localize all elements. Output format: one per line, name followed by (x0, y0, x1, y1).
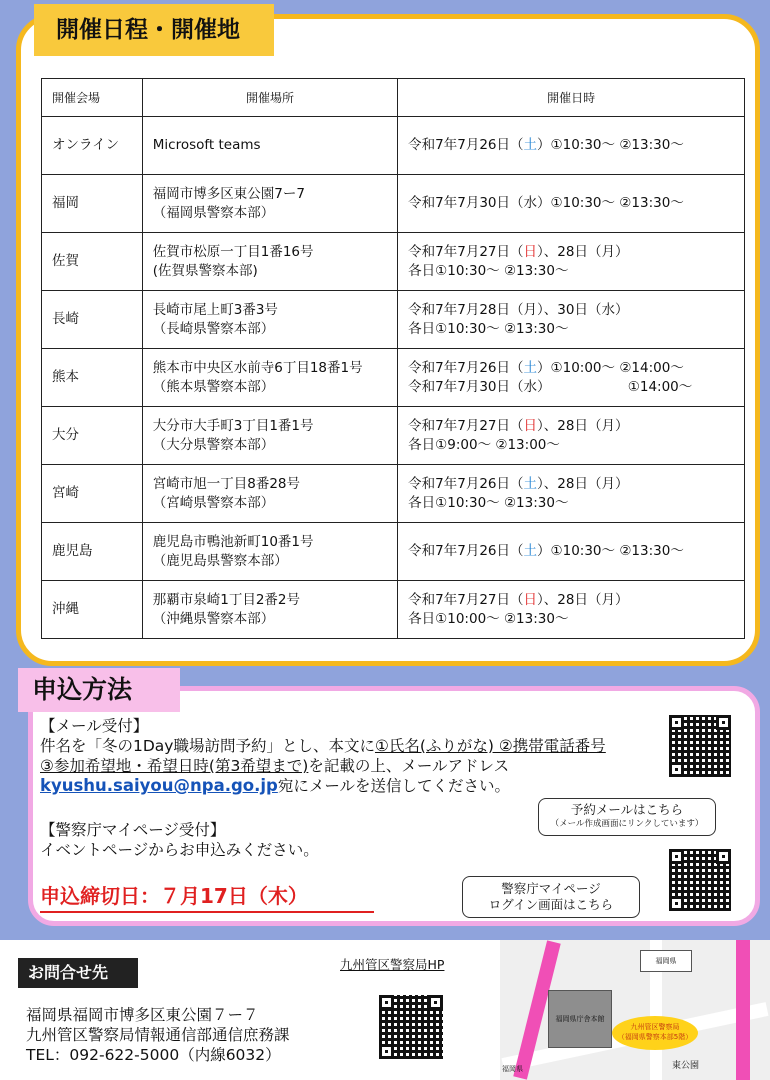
date-line-1-day: 日 (523, 417, 538, 434)
mail-line-1 (40, 736, 606, 756)
mail-line-3 (40, 776, 606, 796)
cell-place (142, 117, 397, 175)
map-label-park: 東公園 (672, 1061, 700, 1071)
hp-link[interactable]: 九州管区警察局HP (340, 957, 445, 972)
mail-callout-note: （メール作成画面にリンクしています） (550, 819, 704, 829)
table-row (42, 349, 745, 407)
place-line-2: （宮崎県警察本部） (152, 494, 275, 511)
mypage-instructions (40, 820, 319, 860)
date-line-1-pre: 令和7年7月26日（ (408, 137, 524, 153)
cell-place (142, 291, 397, 349)
table-row (42, 465, 745, 523)
contact-address: 福岡県福岡市博多区東公園７ー７ (26, 1006, 259, 1024)
cell-venue: 福岡 (42, 175, 143, 233)
place-line-2: （長崎県警察本部） (152, 320, 275, 337)
table-row (42, 117, 745, 175)
cell-datetime (398, 233, 745, 291)
place-line-1: 熊本市中央区水前寺6丁目18番1号 (152, 359, 363, 376)
mypage-callout (462, 876, 640, 918)
date-line-1-post: ）①10:30～ ②13:30～ (537, 543, 684, 559)
cell-datetime (398, 349, 745, 407)
date-line-2: 令和7年7月30日（水） ①14:00～ (408, 378, 693, 395)
cell-place (142, 523, 397, 581)
place-line-1: 鹿児島市鴨池新町10番1号 (152, 533, 314, 550)
date-line-1-post: ）、28日（月） (537, 591, 629, 608)
date-line-1 (408, 136, 744, 155)
cell-datetime (398, 407, 745, 465)
date-line-1 (408, 475, 744, 494)
date-line-1-day: 土 (523, 475, 538, 492)
place-line-1: 那覇市泉崎1丁目2番2号 (152, 591, 301, 608)
mail-line-3-text: 宛にメールを送信してください。 (277, 777, 511, 795)
date-line-1 (408, 301, 744, 320)
date-line-1 (408, 243, 744, 262)
map-building-small: 福岡県 (640, 950, 692, 972)
date-line-2: 各日①9:00～ ②13:00～ (408, 436, 560, 453)
header-datetime: 開催日時 (398, 79, 745, 117)
place-line-1: Microsoft teams (152, 137, 261, 153)
map-target-line1: 九州管区警察局 (630, 1023, 680, 1031)
place-line-2: （大分県警察本部） (152, 436, 275, 453)
place-line-2: （鹿児島県警察本部） (152, 552, 288, 569)
date-line-1-post: ）、28日（月） (537, 243, 629, 260)
schedule-table (41, 78, 745, 639)
date-line-1 (408, 542, 744, 561)
cell-venue: 大分 (42, 407, 143, 465)
date-line-1-pre: 令和7年7月27日（ (408, 243, 524, 260)
contact-label: お問合せ先 (18, 958, 138, 988)
cell-venue: オンライン (42, 117, 143, 175)
place-line-1: 大分市大手町3丁目1番1号 (152, 417, 314, 434)
table-header-row (42, 79, 745, 117)
cell-venue: 熊本 (42, 349, 143, 407)
place-line-1: 佐賀市松原一丁目1番16号 (152, 243, 314, 260)
header-place: 開催場所 (142, 79, 397, 117)
date-line-1-post: ）、28日（月） (537, 475, 629, 492)
hp-qr-code-icon[interactable] (376, 992, 446, 1062)
cell-datetime (398, 581, 745, 639)
mypage-callout-line1: 警察庁マイページ (501, 881, 601, 896)
place-line-2: (佐賀県警察本部) (152, 262, 258, 279)
date-line-2: 各日①10:00～ ②13:30～ (408, 610, 569, 627)
place-line-1: 宮崎市旭一丁目8番28号 (152, 475, 301, 492)
date-line-1-day: 土 (523, 359, 538, 376)
cell-place (142, 349, 397, 407)
table-row (42, 523, 745, 581)
access-map (500, 940, 770, 1080)
contact-tel: TEL：092-622-5000（内線6032） (26, 1046, 281, 1064)
place-line-1: 福岡市博多区東公園7ー7 (152, 185, 305, 202)
date-line-2: 各日①10:30～ ②13:30～ (408, 320, 569, 337)
date-line-1-pre: 令和7年7月27日（ (408, 417, 524, 434)
cell-venue: 長崎 (42, 291, 143, 349)
cell-venue: 沖縄 (42, 581, 143, 639)
cell-datetime (398, 523, 745, 581)
mail-instructions (40, 716, 606, 796)
mail-callout (538, 798, 716, 836)
mail-qr-code-icon[interactable] (666, 712, 734, 780)
date-line-2: 各日①10:30～ ②13:30～ (408, 262, 569, 279)
cell-venue: 佐賀 (42, 233, 143, 291)
mail-line-2 (40, 756, 606, 776)
mail-line-2a: ③参加希望地・希望日時(第3希望まで) (40, 757, 309, 775)
mail-line-2b: を記載の上、メールアドレス (308, 757, 510, 775)
deadline-text: 申込締切日：７月17日（木） (40, 880, 374, 913)
header-venue: 開催会場 (42, 79, 143, 117)
table-row (42, 291, 745, 349)
date-line-1-day: 日 (523, 591, 538, 608)
date-line-1-pre: 令和7年7月27日（ (408, 591, 524, 608)
mypage-line: イベントページからお申込みください。 (40, 841, 319, 859)
date-line-1-pre: 令和7年7月30日（水）①10:30～ ②13:30～ (408, 195, 684, 211)
date-line-1 (408, 359, 744, 378)
map-target (612, 1016, 698, 1050)
cell-place (142, 175, 397, 233)
date-line-1-day: 土 (523, 137, 538, 153)
date-line-1 (408, 591, 744, 610)
application-title: 申込方法 (18, 668, 180, 712)
date-line-1 (408, 194, 744, 213)
cell-venue: 宮崎 (42, 465, 143, 523)
place-line-2: （沖縄県警察本部） (152, 610, 275, 627)
cell-place (142, 581, 397, 639)
contact-department: 九州管区警察局情報通信部通信庶務課 (26, 1026, 290, 1044)
map-target-line2: （福岡県警察本部5階） (617, 1033, 693, 1041)
map-label-north: 福岡県 (502, 1065, 523, 1073)
contact-info (26, 1005, 290, 1065)
mail-line-1a: 件名を「冬の1Day職場訪問予約」とし、本文に (40, 737, 375, 755)
cell-datetime (398, 291, 745, 349)
mail-heading: 【メール受付】 (40, 717, 149, 735)
cell-datetime (398, 175, 745, 233)
date-line-1-post: ）①10:30～ ②13:30～ (537, 137, 684, 153)
table-row (42, 233, 745, 291)
mypage-heading: 【警察庁マイページ受付】 (40, 821, 226, 839)
date-line-1-pre: 令和7年7月26日（ (408, 543, 524, 559)
email-link[interactable]: kyushu.saiyou@npa.go.jp (40, 776, 278, 795)
date-line-2: 各日①10:30～ ②13:30～ (408, 494, 569, 511)
place-line-2: （熊本県警察本部） (152, 378, 275, 395)
map-building: 福岡県庁舎本館 (548, 990, 612, 1048)
date-line-1-day: 土 (523, 543, 538, 559)
date-line-1-post: ）①10:00～ ②14:00～ (537, 359, 684, 376)
date-line-1-post: ）、28日（月） (537, 417, 629, 434)
place-line-2: （福岡県警察本部） (152, 204, 275, 221)
date-line-1-day: 日 (523, 243, 538, 260)
mypage-qr-code-icon[interactable] (666, 846, 734, 914)
cell-venue: 鹿児島 (42, 523, 143, 581)
mail-callout-text: 予約メールはこちら (570, 802, 684, 817)
cell-datetime (398, 117, 745, 175)
cell-datetime (398, 465, 745, 523)
cell-place (142, 407, 397, 465)
date-line-1-pre: 令和7年7月26日（ (408, 475, 524, 492)
cell-place (142, 233, 397, 291)
date-line-1-pre: 令和7年7月26日（ (408, 359, 524, 376)
place-line-1: 長崎市尾上町3番3号 (152, 301, 278, 318)
cell-place (142, 465, 397, 523)
mypage-callout-line2: ログイン画面はこちら (488, 897, 614, 912)
schedule-title: 開催日程・開催地 (34, 4, 274, 56)
table-row (42, 407, 745, 465)
date-line-1-pre: 令和7年7月28日（月）、30日（水） (408, 301, 629, 318)
table-row (42, 581, 745, 639)
table-row (42, 175, 745, 233)
date-line-1 (408, 417, 744, 436)
mail-line-1b: ①氏名(ふりがな) ②携帯電話番号 (374, 737, 606, 755)
